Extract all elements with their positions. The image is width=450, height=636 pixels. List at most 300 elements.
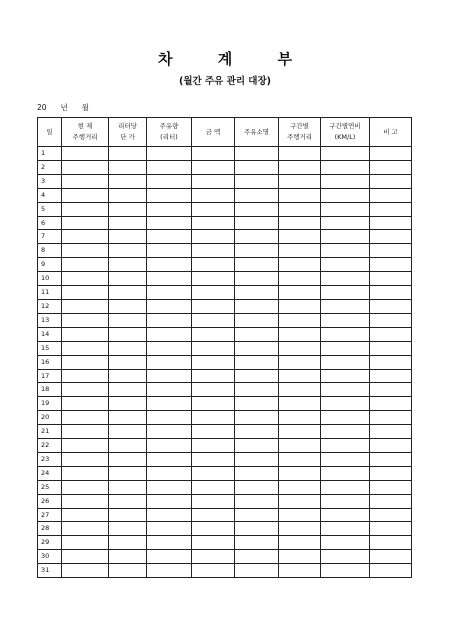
segment-distance-cell[interactable] (279, 466, 321, 480)
segment-distance-cell[interactable] (279, 439, 321, 453)
day-number: 6 (38, 216, 62, 230)
segment-distance-cell[interactable] (279, 230, 321, 244)
table-row (38, 202, 412, 216)
current-odometer-cell[interactable] (62, 369, 109, 383)
station-name-cell[interactable] (235, 327, 279, 341)
table-row (38, 536, 412, 550)
price-per-liter-cell[interactable] (109, 452, 147, 466)
station-name-cell[interactable] (235, 244, 279, 258)
year-prefix: 20 (37, 103, 47, 112)
segment-distance-cell[interactable] (279, 216, 321, 230)
remarks-cell[interactable] (370, 286, 412, 300)
segment-efficiency-cell[interactable] (321, 299, 370, 313)
price-per-liter-cell[interactable] (109, 522, 147, 536)
fuel-amount-cell[interactable] (147, 425, 192, 439)
cost-cell[interactable] (192, 550, 235, 564)
remarks-cell[interactable] (370, 147, 412, 161)
price-per-liter-cell[interactable] (109, 397, 147, 411)
price-per-liter-cell[interactable] (109, 147, 147, 161)
remarks-cell[interactable] (370, 216, 412, 230)
segment-efficiency-cell[interactable] (321, 216, 370, 230)
segment-distance-cell[interactable] (279, 564, 321, 578)
segment-efficiency-cell[interactable] (321, 160, 370, 174)
cost-cell[interactable] (192, 564, 235, 578)
fuel-amount-cell[interactable] (147, 299, 192, 313)
price-per-liter-cell[interactable] (109, 286, 147, 300)
station-name-cell[interactable] (235, 355, 279, 369)
cost-cell[interactable] (192, 174, 235, 188)
table-row (38, 188, 412, 202)
page-title: 차 계 부 (158, 50, 312, 68)
station-name-cell[interactable] (235, 439, 279, 453)
fuel-amount-cell[interactable] (147, 564, 192, 578)
day-number: 16 (38, 355, 62, 369)
cost-cell[interactable] (192, 286, 235, 300)
remarks-cell[interactable] (370, 508, 412, 522)
price-per-liter-cell[interactable] (109, 202, 147, 216)
price-per-liter-cell[interactable] (109, 369, 147, 383)
day-number: 4 (38, 188, 62, 202)
fuel-amount-cell[interactable] (147, 466, 192, 480)
day-number: 26 (38, 494, 62, 508)
current-odometer-cell[interactable] (62, 313, 109, 327)
current-odometer-cell[interactable] (62, 480, 109, 494)
current-odometer-cell[interactable] (62, 188, 109, 202)
day-number: 5 (38, 202, 62, 216)
cost-cell[interactable] (192, 341, 235, 355)
price-per-liter-cell[interactable] (109, 508, 147, 522)
remarks-cell[interactable] (370, 244, 412, 258)
header-station-name: 주유소명 (235, 118, 279, 147)
remarks-cell[interactable] (370, 341, 412, 355)
table-row (38, 522, 412, 536)
segment-distance-cell[interactable] (279, 272, 321, 286)
header-day: 일 (38, 118, 62, 147)
segment-distance-cell[interactable] (279, 313, 321, 327)
cost-cell[interactable] (192, 369, 235, 383)
segment-distance-cell[interactable] (279, 452, 321, 466)
current-odometer-cell[interactable] (62, 411, 109, 425)
remarks-cell[interactable] (370, 174, 412, 188)
station-name-cell[interactable] (235, 230, 279, 244)
fuel-amount-cell[interactable] (147, 147, 192, 161)
cost-cell[interactable] (192, 508, 235, 522)
current-odometer-cell[interactable] (62, 452, 109, 466)
table-row (38, 425, 412, 439)
remarks-cell[interactable] (370, 536, 412, 550)
day-number: 17 (38, 369, 62, 383)
day-number: 28 (38, 522, 62, 536)
segment-distance-cell[interactable] (279, 174, 321, 188)
cost-cell[interactable] (192, 188, 235, 202)
station-name-cell[interactable] (235, 397, 279, 411)
fuel-amount-cell[interactable] (147, 369, 192, 383)
segment-efficiency-cell[interactable] (321, 522, 370, 536)
day-number: 2 (38, 160, 62, 174)
fuel-amount-cell[interactable] (147, 522, 192, 536)
segment-efficiency-cell[interactable] (321, 327, 370, 341)
price-per-liter-cell[interactable] (109, 244, 147, 258)
station-name-cell[interactable] (235, 508, 279, 522)
table-row (38, 341, 412, 355)
station-name-cell[interactable] (235, 286, 279, 300)
segment-distance-cell[interactable] (279, 244, 321, 258)
day-number: 7 (38, 230, 62, 244)
cost-cell[interactable] (192, 230, 235, 244)
fuel-amount-cell[interactable] (147, 188, 192, 202)
remarks-cell[interactable] (370, 355, 412, 369)
fuel-amount-cell[interactable] (147, 244, 192, 258)
day-number: 12 (38, 299, 62, 313)
station-name-cell[interactable] (235, 341, 279, 355)
cost-cell[interactable] (192, 536, 235, 550)
segment-efficiency-cell[interactable] (321, 439, 370, 453)
cost-cell[interactable] (192, 299, 235, 313)
station-name-cell[interactable] (235, 272, 279, 286)
table-row (38, 480, 412, 494)
segment-efficiency-cell[interactable] (321, 341, 370, 355)
price-per-liter-cell[interactable] (109, 327, 147, 341)
segment-distance-cell[interactable] (279, 147, 321, 161)
day-number: 1 (38, 147, 62, 161)
day-number: 10 (38, 272, 62, 286)
current-odometer-cell[interactable] (62, 160, 109, 174)
station-name-cell[interactable] (235, 258, 279, 272)
segment-distance-cell[interactable] (279, 299, 321, 313)
fuel-amount-cell[interactable] (147, 327, 192, 341)
table-row (38, 258, 412, 272)
station-name-cell[interactable] (235, 564, 279, 578)
cost-cell[interactable] (192, 425, 235, 439)
station-name-cell[interactable] (235, 160, 279, 174)
table-row (38, 550, 412, 564)
fuel-amount-cell[interactable] (147, 355, 192, 369)
segment-distance-cell[interactable] (279, 383, 321, 397)
cost-cell[interactable] (192, 272, 235, 286)
remarks-cell[interactable] (370, 425, 412, 439)
remarks-cell[interactable] (370, 494, 412, 508)
price-per-liter-cell[interactable] (109, 258, 147, 272)
segment-distance-cell[interactable] (279, 202, 321, 216)
remarks-cell[interactable] (370, 258, 412, 272)
segment-efficiency-cell[interactable] (321, 313, 370, 327)
station-name-cell[interactable] (235, 383, 279, 397)
price-per-liter-cell[interactable] (109, 564, 147, 578)
segment-distance-cell[interactable] (279, 258, 321, 272)
day-number: 14 (38, 327, 62, 341)
current-odometer-cell[interactable] (62, 383, 109, 397)
cost-cell[interactable] (192, 147, 235, 161)
segment-distance-cell[interactable] (279, 480, 321, 494)
fuel-amount-cell[interactable] (147, 174, 192, 188)
segment-distance-cell[interactable] (279, 286, 321, 300)
fuel-amount-cell[interactable] (147, 397, 192, 411)
current-odometer-cell[interactable] (62, 258, 109, 272)
current-odometer-cell[interactable] (62, 230, 109, 244)
segment-efficiency-cell[interactable] (321, 258, 370, 272)
price-per-liter-cell[interactable] (109, 174, 147, 188)
remarks-cell[interactable] (370, 522, 412, 536)
fuel-amount-cell[interactable] (147, 341, 192, 355)
price-per-liter-cell[interactable] (109, 383, 147, 397)
cost-cell[interactable] (192, 411, 235, 425)
current-odometer-cell[interactable] (62, 341, 109, 355)
segment-efficiency-cell[interactable] (321, 286, 370, 300)
segment-distance-cell[interactable] (279, 494, 321, 508)
fuel-amount-cell[interactable] (147, 160, 192, 174)
day-number: 3 (38, 174, 62, 188)
station-name-cell[interactable] (235, 202, 279, 216)
remarks-cell[interactable] (370, 230, 412, 244)
table-row (38, 466, 412, 480)
segment-distance-cell[interactable] (279, 355, 321, 369)
current-odometer-cell[interactable] (62, 564, 109, 578)
segment-efficiency-cell[interactable] (321, 564, 370, 578)
station-name-cell[interactable] (235, 425, 279, 439)
segment-distance-cell[interactable] (279, 369, 321, 383)
current-odometer-cell[interactable] (62, 439, 109, 453)
table-row (38, 272, 412, 286)
station-name-cell[interactable] (235, 147, 279, 161)
segment-efficiency-cell[interactable] (321, 369, 370, 383)
segment-efficiency-cell[interactable] (321, 272, 370, 286)
station-name-cell[interactable] (235, 313, 279, 327)
fuel-amount-cell[interactable] (147, 202, 192, 216)
segment-efficiency-cell[interactable] (321, 425, 370, 439)
cost-cell[interactable] (192, 327, 235, 341)
remarks-cell[interactable] (370, 411, 412, 425)
current-odometer-cell[interactable] (62, 425, 109, 439)
remarks-cell[interactable] (370, 397, 412, 411)
segment-efficiency-cell[interactable] (321, 244, 370, 258)
cost-cell[interactable] (192, 313, 235, 327)
segment-distance-cell[interactable] (279, 327, 321, 341)
remarks-cell[interactable] (370, 272, 412, 286)
table-row (38, 299, 412, 313)
station-name-cell[interactable] (235, 299, 279, 313)
price-per-liter-cell[interactable] (109, 230, 147, 244)
segment-distance-cell[interactable] (279, 522, 321, 536)
station-name-cell[interactable] (235, 522, 279, 536)
price-per-liter-cell[interactable] (109, 355, 147, 369)
current-odometer-cell[interactable] (62, 244, 109, 258)
day-number: 11 (38, 286, 62, 300)
header-fuel-amount: 주유량 (리터) (147, 118, 192, 147)
table-row (38, 383, 412, 397)
segment-efficiency-cell[interactable] (321, 452, 370, 466)
station-name-cell[interactable] (235, 369, 279, 383)
current-odometer-cell[interactable] (62, 494, 109, 508)
current-odometer-cell[interactable] (62, 536, 109, 550)
fuel-amount-cell[interactable] (147, 508, 192, 522)
remarks-cell[interactable] (370, 480, 412, 494)
cost-cell[interactable] (192, 160, 235, 174)
current-odometer-cell[interactable] (62, 202, 109, 216)
table-row (38, 452, 412, 466)
segment-efficiency-cell[interactable] (321, 147, 370, 161)
cost-cell[interactable] (192, 244, 235, 258)
segment-distance-cell[interactable] (279, 160, 321, 174)
segment-distance-cell[interactable] (279, 397, 321, 411)
table-row (38, 397, 412, 411)
table-row (38, 369, 412, 383)
segment-distance-cell[interactable] (279, 508, 321, 522)
price-per-liter-cell[interactable] (109, 188, 147, 202)
cost-cell[interactable] (192, 383, 235, 397)
segment-efficiency-cell[interactable] (321, 550, 370, 564)
fuel-amount-cell[interactable] (147, 439, 192, 453)
fuel-amount-cell[interactable] (147, 550, 192, 564)
segment-distance-cell[interactable] (279, 536, 321, 550)
cost-cell[interactable] (192, 258, 235, 272)
header-remarks: 비 고 (370, 118, 412, 147)
price-per-liter-cell[interactable] (109, 550, 147, 564)
price-per-liter-cell[interactable] (109, 313, 147, 327)
station-name-cell[interactable] (235, 466, 279, 480)
cost-cell[interactable] (192, 202, 235, 216)
price-per-liter-cell[interactable] (109, 439, 147, 453)
segment-efficiency-cell[interactable] (321, 383, 370, 397)
price-per-liter-cell[interactable] (109, 299, 147, 313)
price-per-liter-cell[interactable] (109, 411, 147, 425)
remarks-cell[interactable] (370, 327, 412, 341)
remarks-cell[interactable] (370, 160, 412, 174)
fuel-amount-cell[interactable] (147, 480, 192, 494)
price-per-liter-cell[interactable] (109, 341, 147, 355)
station-name-cell[interactable] (235, 452, 279, 466)
day-number: 21 (38, 425, 62, 439)
current-odometer-cell[interactable] (62, 272, 109, 286)
cost-cell[interactable] (192, 494, 235, 508)
header-segment-distance: 구간별 주행거리 (279, 118, 321, 147)
fuel-amount-cell[interactable] (147, 216, 192, 230)
current-odometer-cell[interactable] (62, 550, 109, 564)
segment-efficiency-cell[interactable] (321, 480, 370, 494)
price-per-liter-cell[interactable] (109, 480, 147, 494)
price-per-liter-cell[interactable] (109, 425, 147, 439)
day-number: 9 (38, 258, 62, 272)
station-name-cell[interactable] (235, 550, 279, 564)
year-label: 년 (60, 103, 68, 112)
remarks-cell[interactable] (370, 313, 412, 327)
cost-cell[interactable] (192, 522, 235, 536)
price-per-liter-cell[interactable] (109, 536, 147, 550)
remarks-cell[interactable] (370, 452, 412, 466)
table-row (38, 355, 412, 369)
segment-efficiency-cell[interactable] (321, 230, 370, 244)
segment-efficiency-cell[interactable] (321, 411, 370, 425)
station-name-cell[interactable] (235, 188, 279, 202)
cost-cell[interactable] (192, 439, 235, 453)
remarks-cell[interactable] (370, 299, 412, 313)
segment-distance-cell[interactable] (279, 411, 321, 425)
cost-cell[interactable] (192, 480, 235, 494)
segment-efficiency-cell[interactable] (321, 174, 370, 188)
remarks-cell[interactable] (370, 369, 412, 383)
fuel-amount-cell[interactable] (147, 494, 192, 508)
fuel-amount-cell[interactable] (147, 452, 192, 466)
station-name-cell[interactable] (235, 411, 279, 425)
remarks-cell[interactable] (370, 202, 412, 216)
segment-distance-cell[interactable] (279, 425, 321, 439)
cost-cell[interactable] (192, 466, 235, 480)
current-odometer-cell[interactable] (62, 355, 109, 369)
station-name-cell[interactable] (235, 216, 279, 230)
fuel-amount-cell[interactable] (147, 230, 192, 244)
fuel-amount-cell[interactable] (147, 272, 192, 286)
price-per-liter-cell[interactable] (109, 272, 147, 286)
current-odometer-cell[interactable] (62, 216, 109, 230)
current-odometer-cell[interactable] (62, 174, 109, 188)
table-row (38, 494, 412, 508)
cost-cell[interactable] (192, 452, 235, 466)
fuel-amount-cell[interactable] (147, 383, 192, 397)
fuel-amount-cell[interactable] (147, 536, 192, 550)
remarks-cell[interactable] (370, 466, 412, 480)
current-odometer-cell[interactable] (62, 522, 109, 536)
remarks-cell[interactable] (370, 564, 412, 578)
segment-efficiency-cell[interactable] (321, 188, 370, 202)
table-row (38, 147, 412, 161)
remarks-cell[interactable] (370, 383, 412, 397)
segment-efficiency-cell[interactable] (321, 494, 370, 508)
price-per-liter-cell[interactable] (109, 494, 147, 508)
segment-efficiency-cell[interactable] (321, 508, 370, 522)
fuel-amount-cell[interactable] (147, 411, 192, 425)
current-odometer-cell[interactable] (62, 508, 109, 522)
remarks-cell[interactable] (370, 550, 412, 564)
fuel-amount-cell[interactable] (147, 258, 192, 272)
current-odometer-cell[interactable] (62, 147, 109, 161)
current-odometer-cell[interactable] (62, 397, 109, 411)
day-number: 15 (38, 341, 62, 355)
station-name-cell[interactable] (235, 480, 279, 494)
cost-cell[interactable] (192, 216, 235, 230)
cost-cell[interactable] (192, 355, 235, 369)
segment-distance-cell[interactable] (279, 550, 321, 564)
current-odometer-cell[interactable] (62, 327, 109, 341)
table-row (38, 230, 412, 244)
segment-efficiency-cell[interactable] (321, 397, 370, 411)
fuel-amount-cell[interactable] (147, 286, 192, 300)
current-odometer-cell[interactable] (62, 466, 109, 480)
current-odometer-cell[interactable] (62, 286, 109, 300)
header-row (38, 118, 412, 147)
station-name-cell[interactable] (235, 536, 279, 550)
remarks-cell[interactable] (370, 439, 412, 453)
price-per-liter-cell[interactable] (109, 216, 147, 230)
segment-efficiency-cell[interactable] (321, 466, 370, 480)
day-number: 31 (38, 564, 62, 578)
current-odometer-cell[interactable] (62, 299, 109, 313)
day-number: 30 (38, 550, 62, 564)
segment-distance-cell[interactable] (279, 341, 321, 355)
price-per-liter-cell[interactable] (109, 466, 147, 480)
table-row (38, 216, 412, 230)
day-number: 22 (38, 439, 62, 453)
remarks-cell[interactable] (370, 188, 412, 202)
segment-distance-cell[interactable] (279, 188, 321, 202)
segment-efficiency-cell[interactable] (321, 355, 370, 369)
table-row (38, 244, 412, 258)
fuel-amount-cell[interactable] (147, 313, 192, 327)
station-name-cell[interactable] (235, 174, 279, 188)
cost-cell[interactable] (192, 397, 235, 411)
price-per-liter-cell[interactable] (109, 160, 147, 174)
station-name-cell[interactable] (235, 494, 279, 508)
segment-efficiency-cell[interactable] (321, 536, 370, 550)
segment-efficiency-cell[interactable] (321, 202, 370, 216)
